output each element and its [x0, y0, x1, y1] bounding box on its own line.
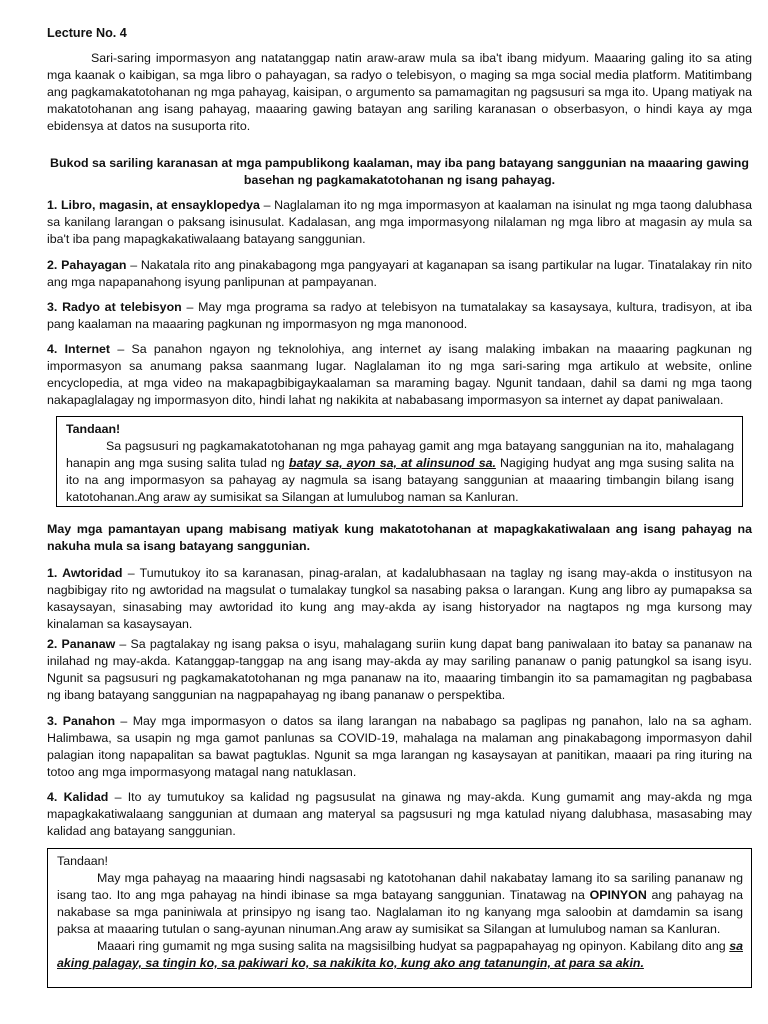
- criterion-desc: – Ito ay tumutukoy sa kalidad ng pagsusulat na ginawa ng may-akda. Kung gumamit ang may-akda ng mga mapagkakatiwalaang sanggunian at dumaan ang materyal sa pagsusuri ng mga katulad niyang dalubhasa, masasabing may kalidad ang batayang sanggunian.: [47, 790, 752, 838]
- lecture-title: Lecture No. 4: [47, 26, 127, 40]
- source-item-3: [47, 299, 752, 333]
- note-title: Tandaan!: [66, 422, 121, 436]
- keyword-phrase: sa aking palagay, sa tingin ko, sa pakiwari ko, sa nakikita ko, kung ako ang tatanungin, at para sa akin.: [57, 939, 743, 970]
- criterion-desc: – May mga impormasyon o datos sa ilang larangan na nababago sa paglipas ng panahon, lalo na sa agham. Halimbawa, sa usapin ng mga gamot panlunas sa COVID-19, mahalaga na malaman ang pinakabagong impormasyon dahil palagian itong napapalitan sa bawat pagtuklas. Ngunit sa mga larangan ng kasaysayan at panitikan, maaari pa ring ituring na totoo ang mga impormasyong matagal nang natuklasan.: [47, 714, 752, 779]
- criterion-desc: – Tumutukoy ito sa karanasan, pinag-aralan, at kadalubhasaan na taglay ng isang may-akda o institusyon na nagbibigay rito ng awtoridad na magsulat o tumalakay tungkol sa nasabing paksa o larangan. Kung ang libro ay pumapaksa sa kasaysayan, sinasabing may awtoridad ito kung ang may-akda ay isang historyador na nagtapos ng mga kursong may kinalaman sa kasaysayan.: [47, 566, 753, 631]
- source-term: 2. Pahayagan: [47, 258, 127, 272]
- opinion-keywords-paragraph: Maaari ring gumamit ng mga susing salita na magsisilbing hudyat sa pagpapahayag ng opinyon. Kabilang dito ang sa aking palagay, sa tingin ko, sa pakiwari ko, sa nakikita ko, kung ako ang tatanungin, at para sa akin.: [57, 939, 743, 970]
- criterion-item-3: [47, 713, 752, 781]
- source-term: 4. Internet: [47, 342, 111, 356]
- source-desc: – Naglalaman ito ng mga impormasyon at kaalaman na isinulat ng mga taong dalubhasa sa kanilang larangan o paksang isinusulat. Kadalasan, ang mga impormasyong nilalaman ng mga libro at magasin ay mula sa iba't iba pang mapagkakatiwalaang batayang sanggunian.: [47, 198, 752, 246]
- source-term: 3. Radyo at telebisyon: [47, 300, 182, 314]
- note-box-2: [47, 848, 752, 988]
- sources-heading: Bukod sa sariling karanasan at mga pampublikong kaalaman, may iba pang batayang sanggunian na maaaring gawing basehan ng pagkamakatotohanan ng isang pahayag.: [50, 156, 749, 187]
- criterion-term: 4. Kalidad: [47, 790, 109, 804]
- criterion-item-4: [47, 789, 752, 840]
- source-desc: – Nakatala rito ang pinakabagong mga pangyayari at kaganapan sa isang partikular na lugar. Tinatalakay rin nito ang mga napapanahong isyung panlipunan at pampayanan.: [47, 258, 752, 289]
- source-item-4: [47, 341, 752, 409]
- keyword-phrase: batay sa, ayon sa, at alinsunod sa.: [288, 456, 496, 470]
- criteria-heading: May mga pamantayan upang mabisang matiyak kung makatotohanan at mapagkakatiwalaan ang isang pahayag na nakuha mula sa isang batayang sanggunian.: [47, 522, 752, 553]
- intro-section: [47, 50, 752, 135]
- criterion-term: 1. Awtoridad: [47, 566, 123, 580]
- sources-heading-block: [47, 155, 752, 189]
- source-item-1: [47, 197, 752, 248]
- note-body: Sa pagsusuri ng pagkamakatotohanan ng mga pahayag gamit ang mga batayang sanggunian na ito, mahalagang hanapin ang mga susing salita tulad ng batay sa, ayon sa, at alinsunod sa. Nagiging hudyat ang mga susing salita na ito na ang impormasyon sa pahayag ay nagmula sa isang batayang sanggunian at maaaring timbangin bilang isang katotohanan.Ang araw ay sumisikat sa Silangan at lumulubog naman sa Kanluran.: [66, 439, 734, 504]
- criterion-term: 3. Panahon: [47, 714, 116, 728]
- criteria-heading-block: [47, 521, 752, 555]
- note-title: Tandaan!: [57, 854, 108, 868]
- criterion-desc: – Sa pagtalakay ng isang paksa o isyu, mahalagang suriin kung dapat bang paniwalaan ito batay sa pananaw na inilahad ng may-akda. Katanggap-tanggap na ang isang may-akda ay may sariling pananaw o panig patungkol sa isang isyu. Ngunit sa pagsusuri ng pagkamakatotohanan ng mga pananaw na ito, maaaring timbangin ito sa pamamagitan ng pagbabasa ng ibang batayang sanggunian na nagpapahayag ng ibang pananaw o perspektiba.: [47, 637, 752, 702]
- opinion-paragraph: May mga pahayag na maaaring hindi nagsasabi ng katotohanan dahil nakabatay lamang ito sa sariling pananaw ng isang tao. Ito ang mga pahayag na hindi ibinase sa mga batayang sanggunian. Tinatawag na OPINYON ang pahayag na nakabase sa mga paniniwala at prinsipyo ng isang tao. Naglalaman ito ng kanyang mga saloobin at damdamin sa isang paksa at maaaring tutulan o sang-ayunan ninuman.Ang araw ay sumisikat sa Silangan at lumulubog naman sa Kanluran.: [57, 871, 743, 936]
- criterion-term: 2. Pananaw: [47, 637, 116, 651]
- source-item-2: [47, 257, 752, 291]
- note-box-1: [56, 416, 743, 507]
- criterion-item-2: [47, 636, 752, 704]
- source-desc: – Sa panahon ngayon ng teknolohiya, ang internet ay isang malaking imbakan na maaaring pagkunan ng impormasyon sa anumang paksa saanmang lugar. Naglalaman ito ng mga sari-saring mga artikulo at website, online encyclopedia, at mga video na makapagbibigaykaalaman sa maraming bagay. Ngunit tandaan, dahil sa dami ng mga taong nakapaglalagay ng impormasyon dito, hindi lahat ng nakikita at nababasang impormasyon sa internet ay dapat paniwalaan.: [47, 342, 752, 407]
- source-desc: – May mga programa sa radyo at telebisyon na tumatalakay sa kasaysaya, kultura, tradisyon, at iba pang kaalaman na maaaring pagkunan ng impormasyon ng mga manonood.: [47, 300, 753, 331]
- opinion-term: OPINYON: [589, 888, 647, 902]
- intro-paragraph: Sari-saring impormasyon ang natatanggap natin araw-araw mula sa iba't ibang midyum. Maaaring galing ito sa ating mga kaanak o kaibigan, sa mga libro o pahayagan, sa radyo o telebisyon, o maging sa mga social media platform. Matitimbang ang pagkamakatotohanan ng mga pahayag, kaisipan, o argumento sa pamamagitan ng pagsusuri sa mga ito. Upang matiyak na makatotohanan ang isang pahayag, maaaring gawing batayan ang sariling karanasan o obserbasyon, o hindi kaya ay mga ebidensya at datos na susuporta rito.: [47, 51, 752, 133]
- source-term: 1. Libro, magasin, at ensayklopedya: [47, 198, 260, 212]
- criterion-item-1: [47, 565, 752, 633]
